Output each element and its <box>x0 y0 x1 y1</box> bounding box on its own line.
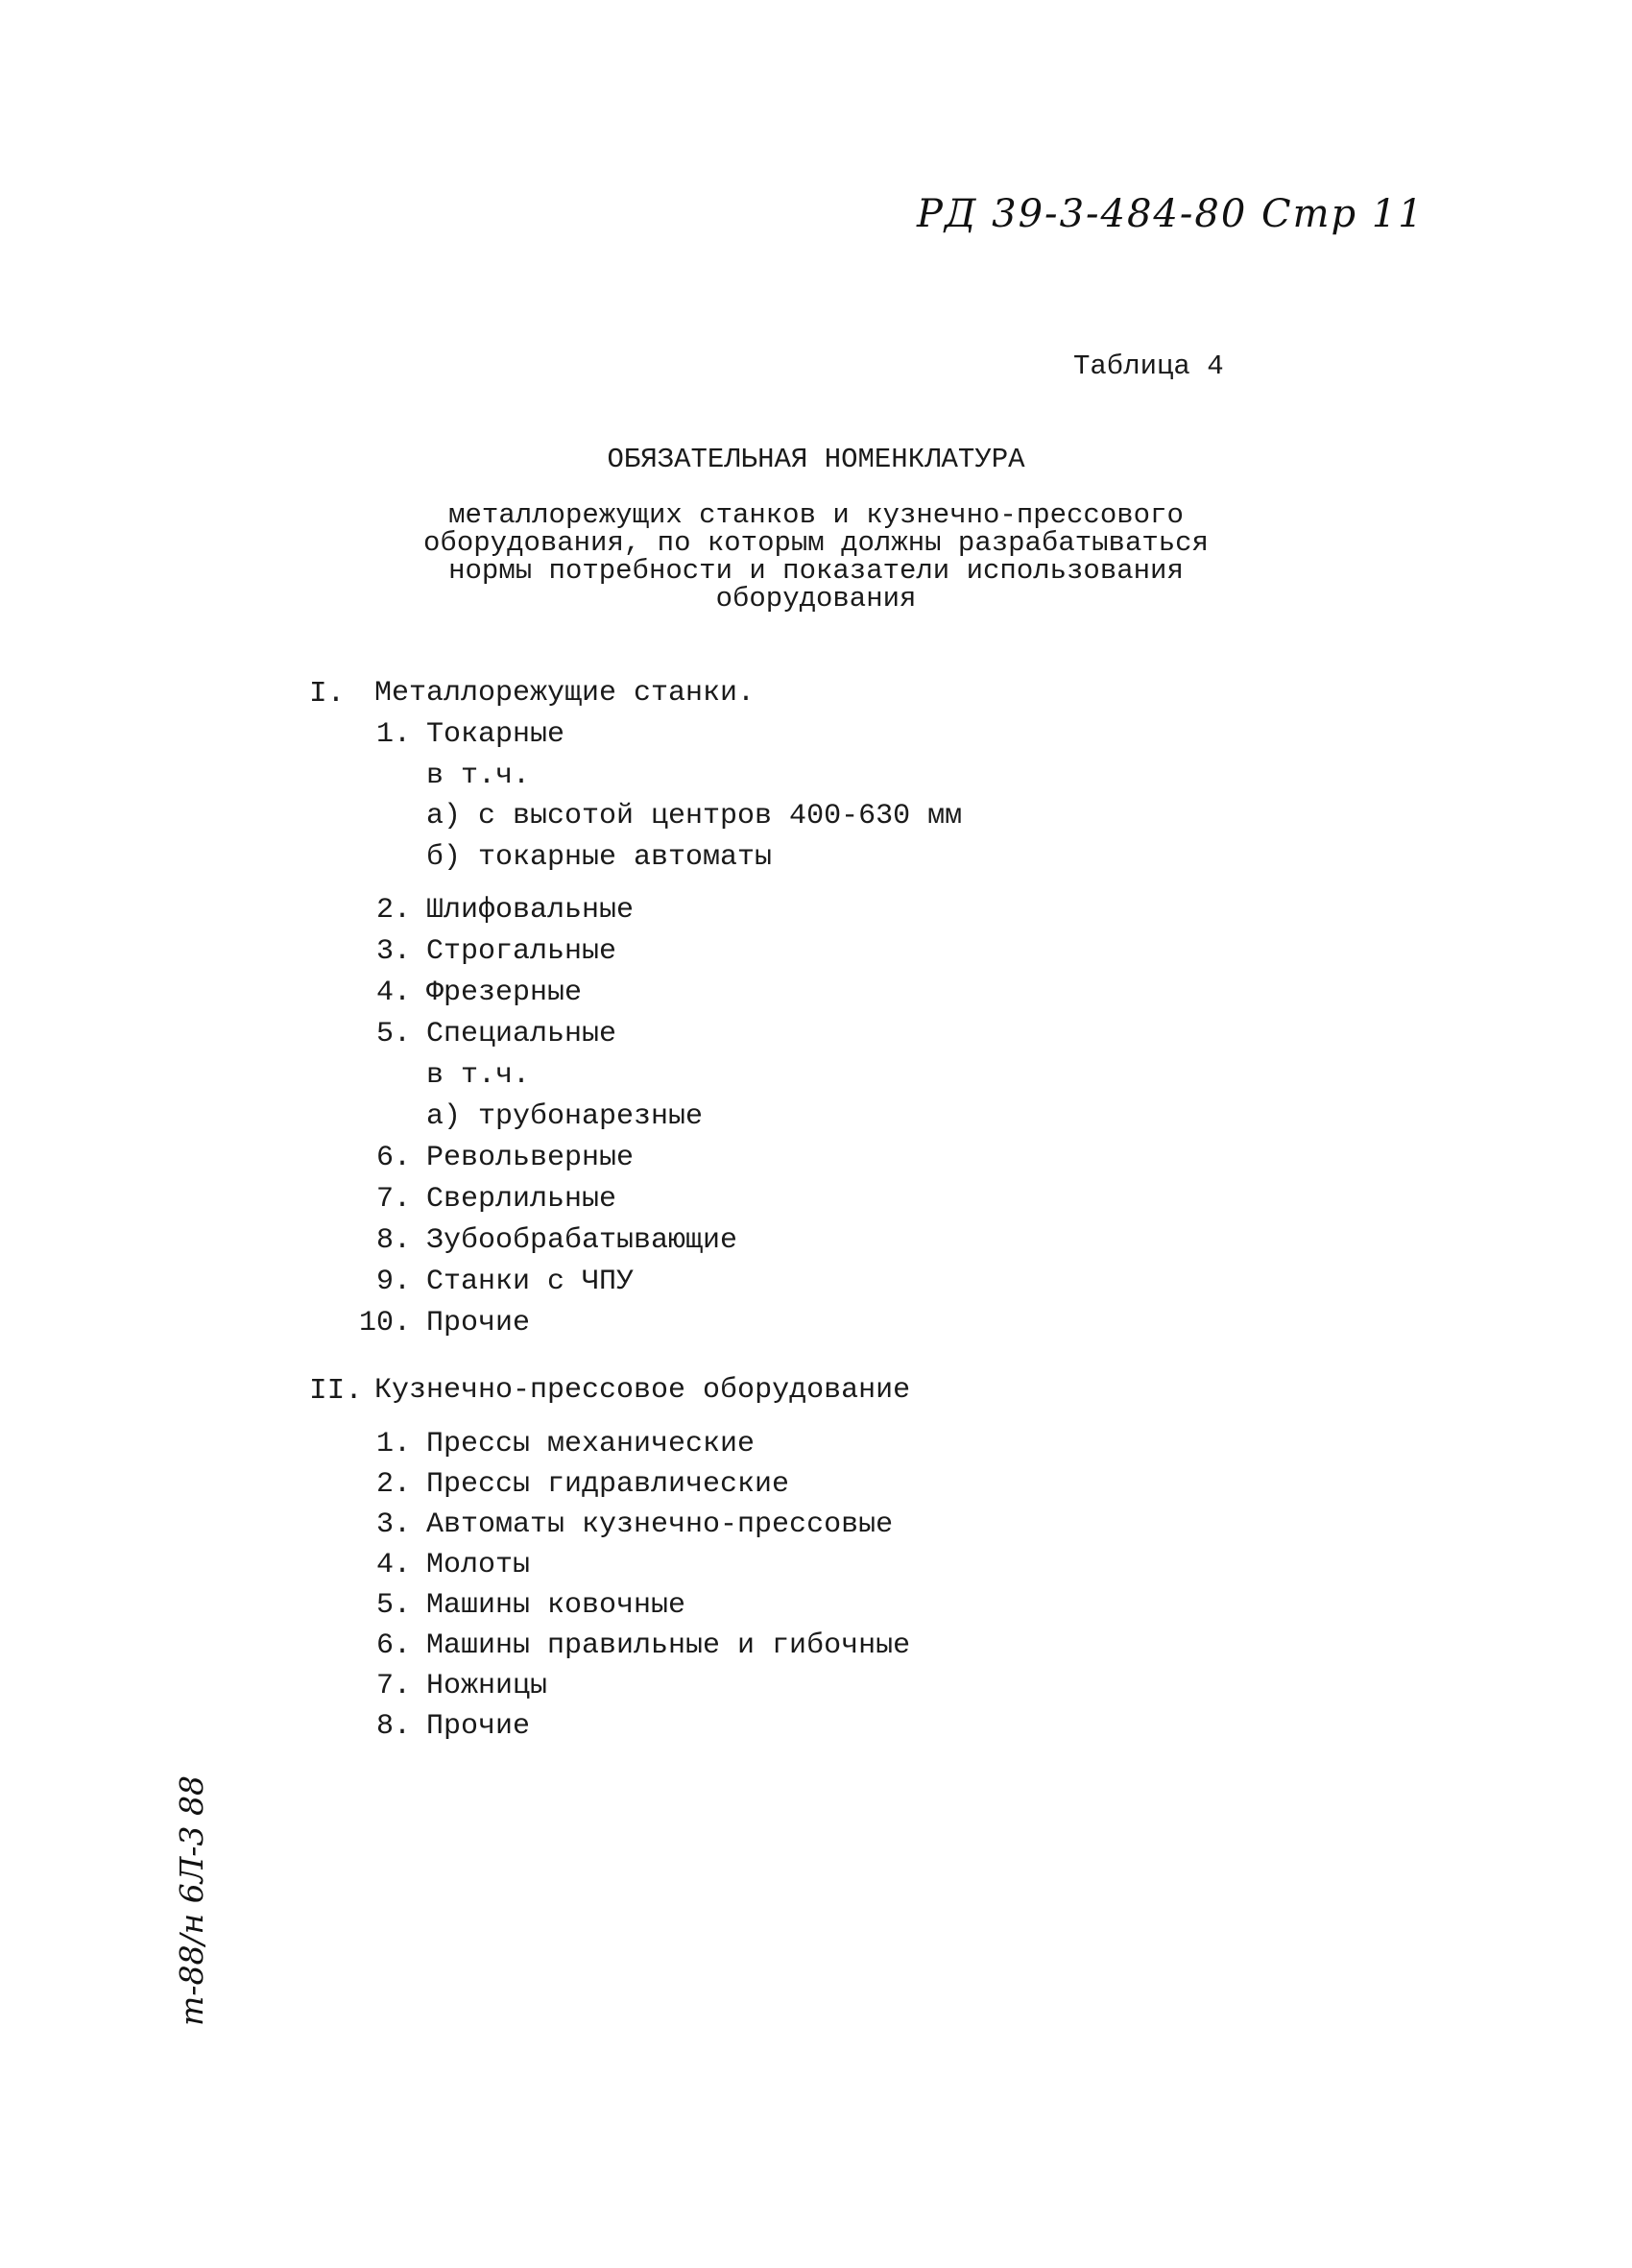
item-number: 6. <box>376 1142 412 1174</box>
item-number: 9. <box>376 1266 412 1298</box>
section-title: Кузнечно-прессовое оборудование <box>374 1374 911 1407</box>
item-label: Машины ковочные <box>426 1589 686 1622</box>
section-title: Металлорежущие станки. <box>374 677 756 710</box>
item-label: Прочие <box>426 1307 531 1339</box>
item-label: Строгальные <box>426 935 617 968</box>
item-number: 4. <box>376 1549 412 1581</box>
item-subline: а) трубонарезные <box>426 1100 704 1133</box>
item-label: Токарные <box>426 718 565 751</box>
document-code: РД 39-3-484-80 Стр 11 <box>917 192 1425 236</box>
subtitle-line: оборудования <box>715 583 917 615</box>
item-number: 1. <box>376 1428 412 1460</box>
item-number: 8. <box>376 1224 412 1257</box>
item-number: 7. <box>376 1183 412 1216</box>
item-number: 5. <box>376 1589 412 1622</box>
item-label: Специальные <box>426 1018 617 1050</box>
item-label: Прессы гидравлические <box>426 1468 790 1501</box>
item-label: Молоты <box>426 1549 531 1581</box>
item-label: Машины правильные и гибочные <box>426 1629 911 1662</box>
item-label: Сверлильные <box>426 1183 617 1216</box>
item-number: 7. <box>376 1670 412 1702</box>
item-number: 3. <box>376 935 412 968</box>
item-number: 3. <box>376 1508 412 1541</box>
subtitle-line: оборудования, по которым должны разрабатываться <box>423 527 1209 559</box>
item-number: 5. <box>376 1018 412 1050</box>
item-label: Прессы механические <box>426 1428 756 1460</box>
document-subtitle <box>0 501 1632 613</box>
item-label: Станки с ЧПУ <box>426 1266 635 1298</box>
item-label: Автоматы кузнечно-прессовые <box>426 1508 894 1541</box>
item-subline: в т.ч. <box>426 760 531 792</box>
subtitle-line: нормы потребности и показатели использования <box>448 555 1184 587</box>
item-number: 10. <box>359 1307 412 1339</box>
item-number: 2. <box>376 1468 412 1501</box>
item-label: Прочие <box>426 1710 531 1743</box>
item-subline: а) с высотой центров 400-630 мм <box>426 800 963 832</box>
item-label: Зубообрабатывающие <box>426 1224 738 1257</box>
item-number: 4. <box>376 977 412 1009</box>
item-number: 2. <box>376 894 412 927</box>
item-number: 6. <box>376 1629 412 1662</box>
item-label: Ножницы <box>426 1670 548 1702</box>
item-subline: в т.ч. <box>426 1059 531 1092</box>
section-number: I. <box>309 677 346 711</box>
section-number: II. <box>309 1374 363 1408</box>
item-number: 8. <box>376 1710 412 1743</box>
item-subline: б) токарные автоматы <box>426 841 773 874</box>
table-number: Таблица 4 <box>1073 350 1224 382</box>
item-number: 1. <box>376 718 412 751</box>
document-title: ОБЯЗАТЕЛЬНАЯ НОМЕНКЛАТУРА <box>607 444 1025 475</box>
item-label: Револьверные <box>426 1142 635 1174</box>
item-label: Фрезерные <box>426 977 583 1009</box>
subtitle-line: металлорежущих станков и кузнечно-прессового <box>448 499 1184 531</box>
margin-handwritten-note: т-88/н 6Л-3 88 <box>173 1775 210 2026</box>
item-label: Шлифовальные <box>426 894 635 927</box>
